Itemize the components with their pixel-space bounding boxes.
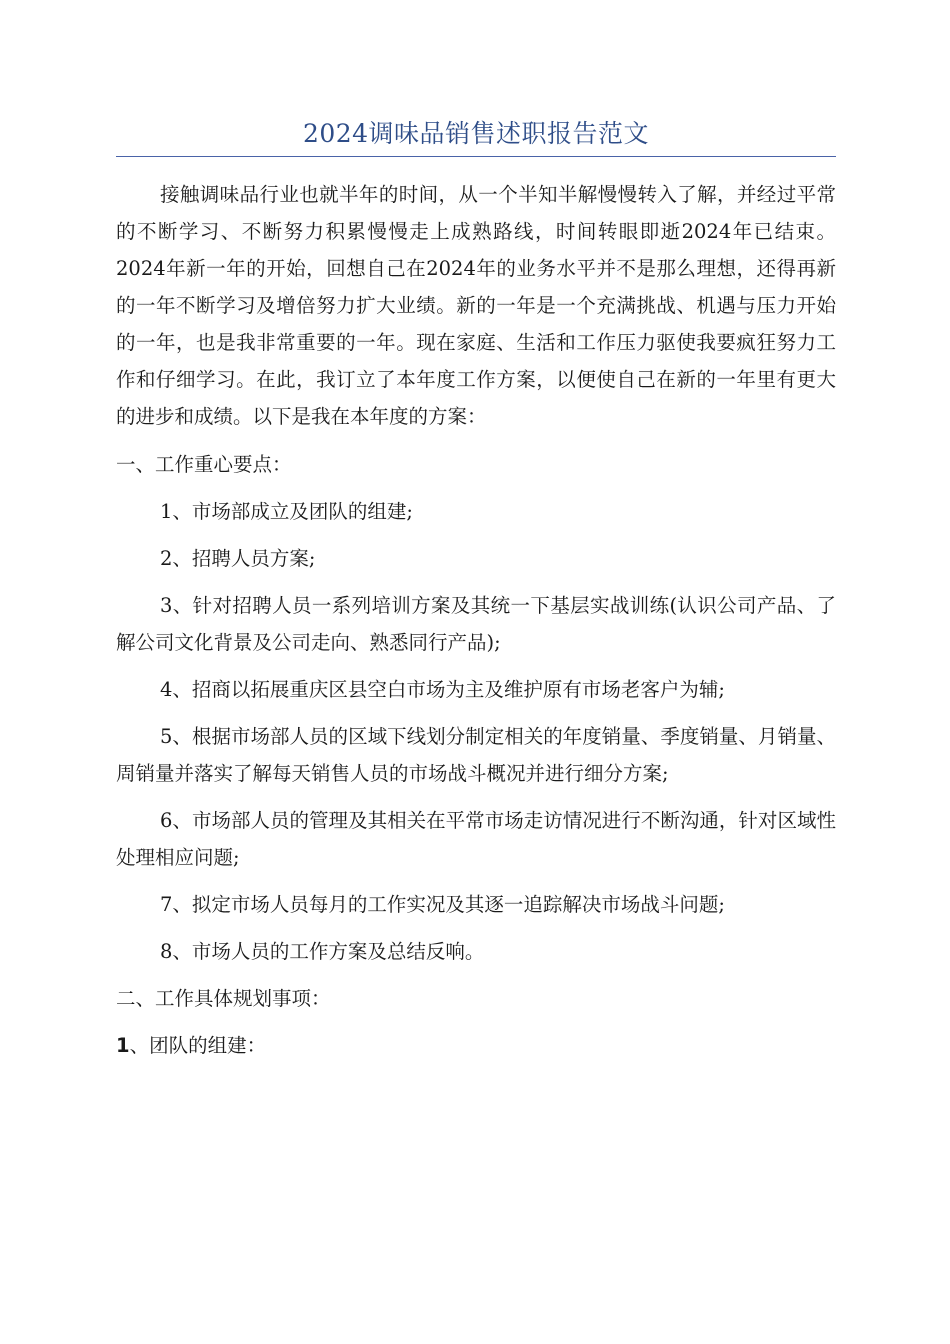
intro-paragraph: 接触调味品行业也就半年的时间，从一个半知半解慢慢转入了解，并经过平常的不断学习、不断努力积累慢慢走上成熟路线，时间转眼即逝2024年已结束。2024年新一年的开始，回想自己在2024年的业务水平并不是那么理想，还得再新的一年不断学习及增倍努力扩大业绩。新的一年是一个充满挑战、机遇与压力开始的一年，也是我非常重要的一年。现在家庭、生活和工作压力驱使我要疯狂努力工作和仔细学习。在此，我订立了本年度工作方案，以便使自己在新的一年里有更大的进步和成绩。以下是我在本年度的方案：	[116, 183, 836, 428]
list-item-3: 3、针对招聘人员一系列培训方案及其统一下基层实战训练(认识公司产品、了解公司文化背景及公司走向、熟悉同行产品);	[116, 594, 836, 654]
list-item-1: 1、市场部成立及团队的组建;	[160, 500, 413, 523]
subsection-heading-1	[116, 1027, 836, 1064]
section-heading-1: 一、工作重心要点：	[116, 453, 292, 476]
list-item-5: 5、根据市场部人员的区域下线划分制定相关的年度销量、季度销量、月销量、周销量并落实了解每天销售人员的市场战斗概况并进行细分方案;	[116, 725, 836, 785]
list-item-2: 2、招聘人员方案;	[160, 547, 316, 570]
section-heading-2: 二、工作具体规划事项：	[116, 987, 331, 1010]
list-item-4: 4、招商以拓展重庆区县空白市场为主及维护原有市场老客户为辅;	[160, 678, 725, 701]
document-body	[116, 176, 836, 1064]
list-item-7: 7、拟定市场人员每月的工作实况及其逐一追踪解决市场战斗问题;	[160, 893, 725, 916]
subsection-title: 、团队的组建：	[129, 1034, 267, 1057]
list-item-8: 8、市场人员的工作方案及总结反响。	[160, 940, 485, 963]
document-title: 2024调味品销售述职报告范文	[302, 119, 650, 148]
subsection-number: 1	[116, 1034, 130, 1057]
title-block	[116, 112, 836, 157]
list-item-6: 6、市场部人员的管理及其相关在平常市场走访情况进行不断沟通，针对区域性处理相应问题;	[116, 809, 836, 869]
